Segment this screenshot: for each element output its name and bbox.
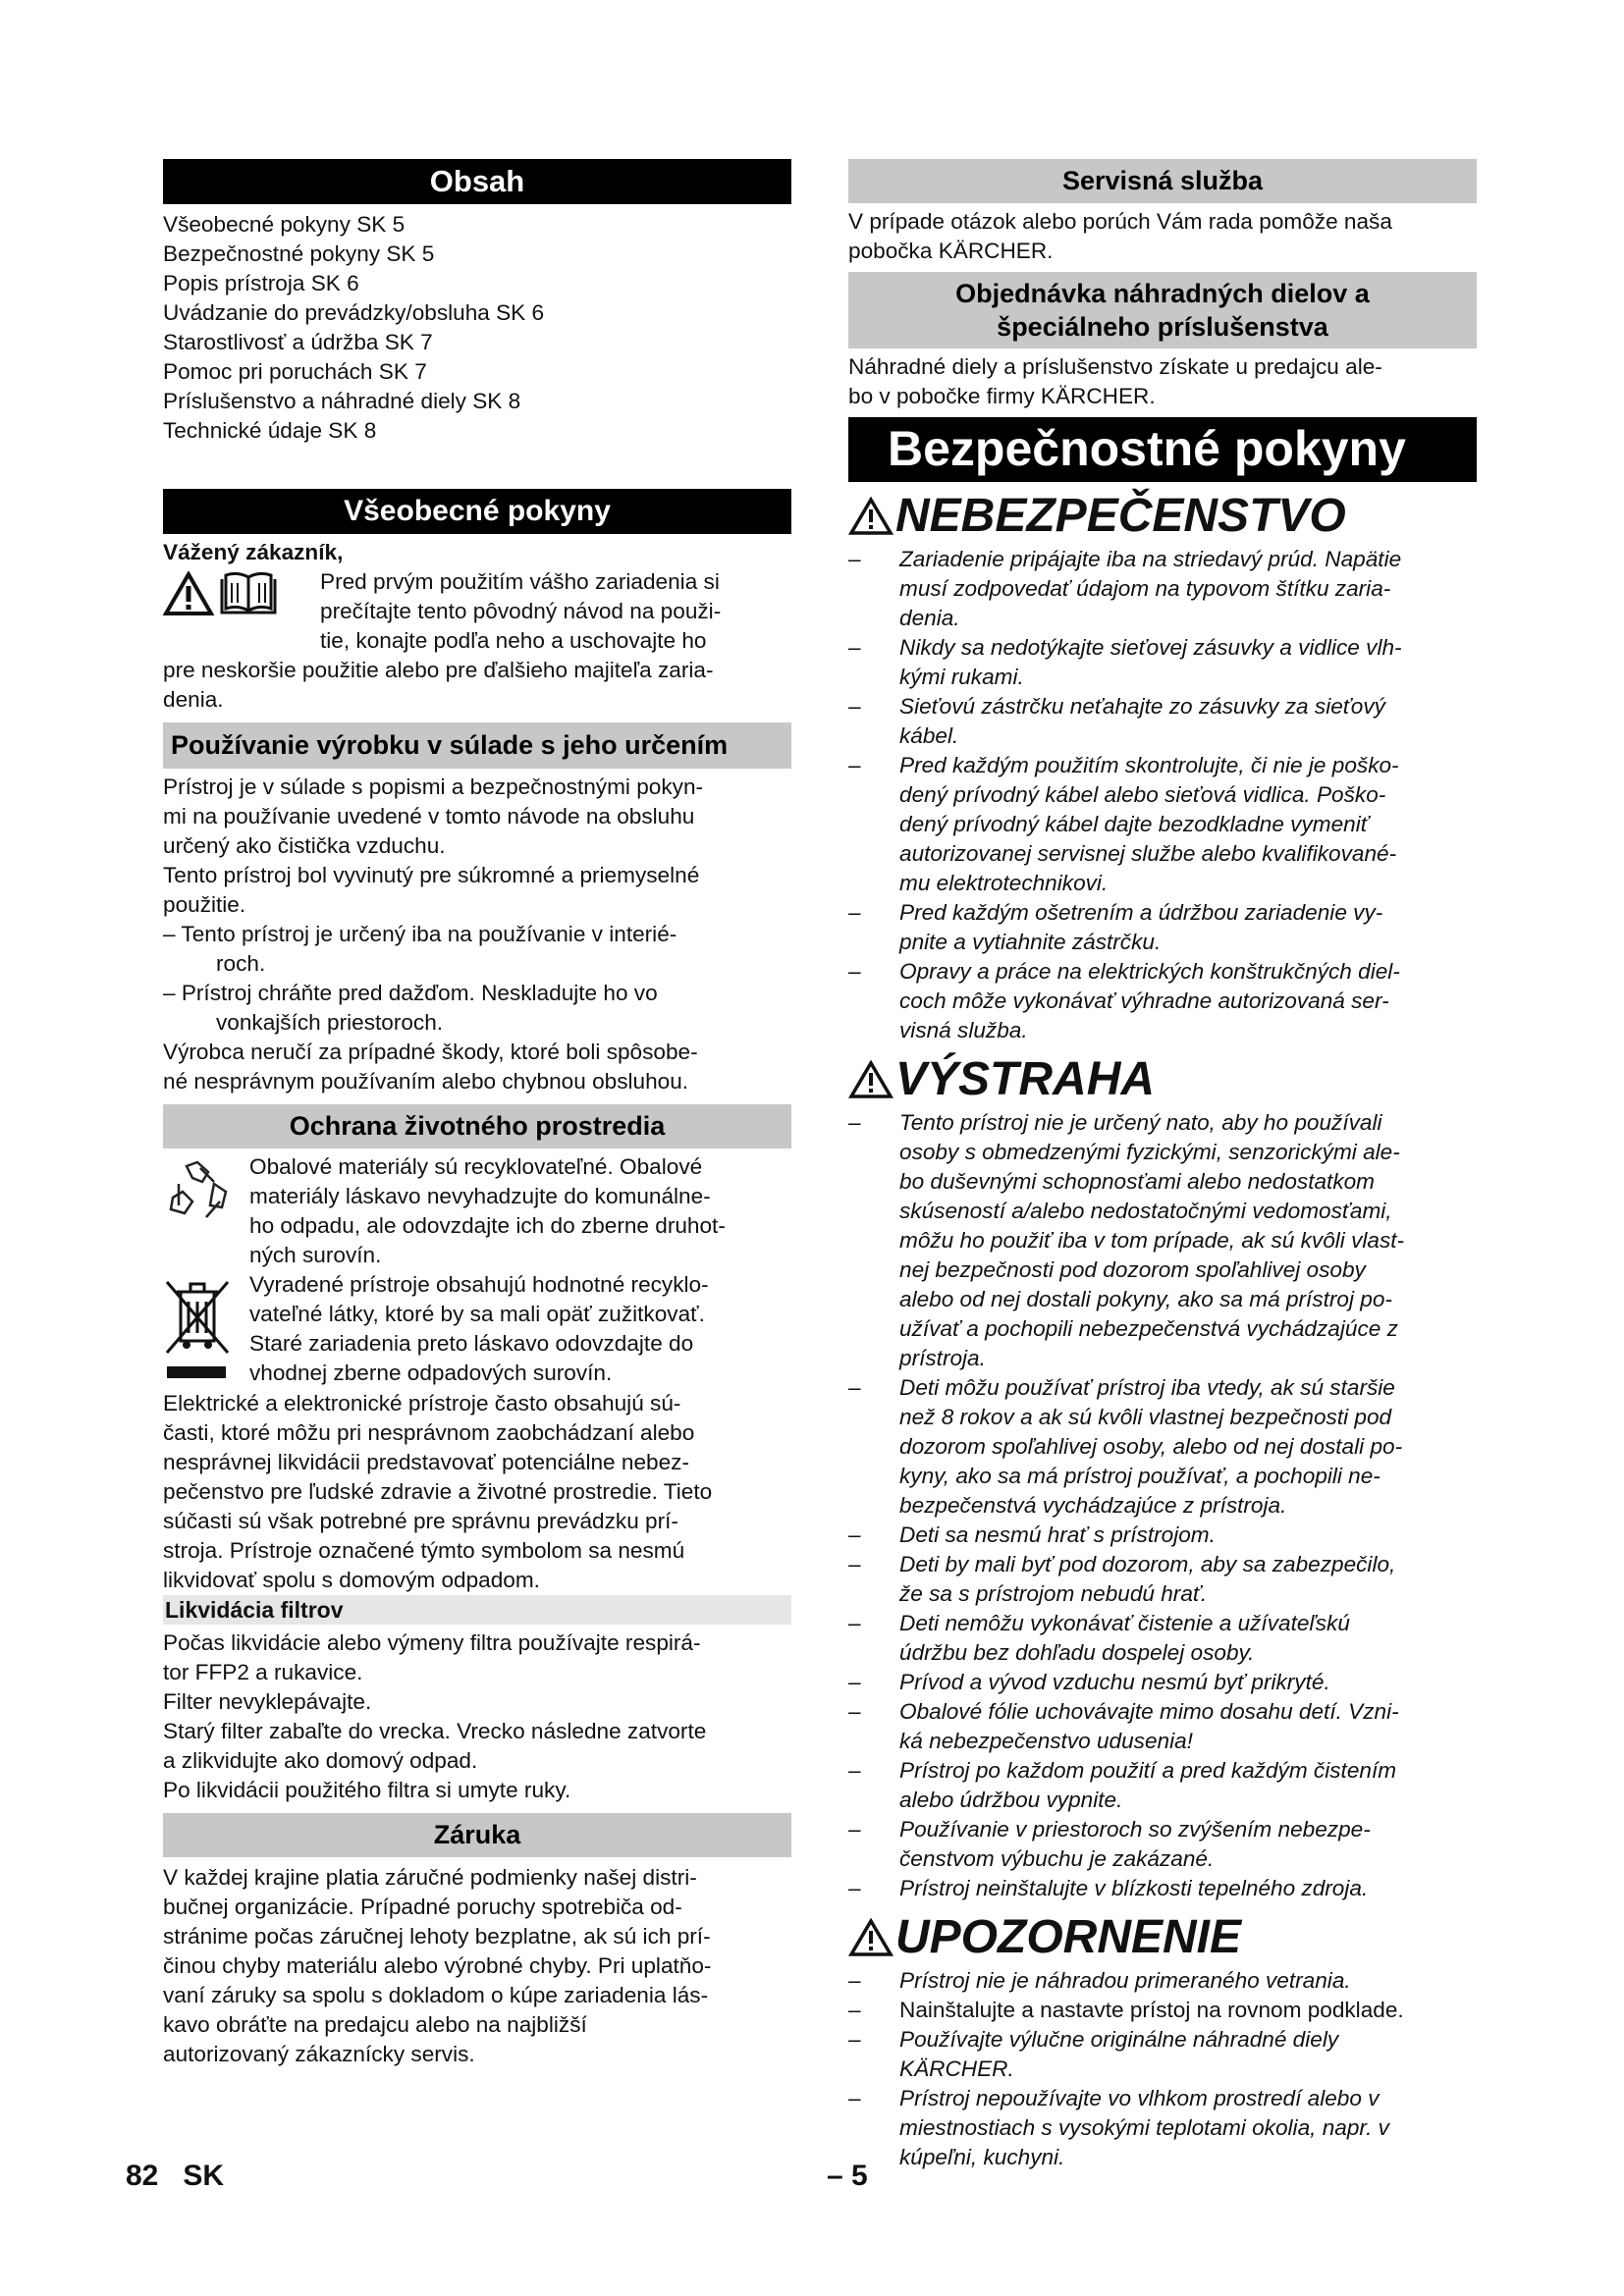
- list-dash: –: [848, 959, 861, 984]
- env-text: stroja. Prístroje označené týmto symbolom sa nesmú: [163, 1538, 685, 1563]
- list-dash: –: [848, 1522, 861, 1547]
- list-item-line: Opravy a práce na elektrických konštrukčných diel-: [899, 959, 1400, 984]
- safety-list-item: [848, 751, 1477, 898]
- general-section-title: Všeobecné pokyny: [163, 489, 791, 534]
- list-item-line: Tento prístroj nie je určený nato, aby ho používali: [899, 1110, 1382, 1135]
- service-title: Servisná služba: [848, 159, 1477, 203]
- use-list-item-cont: vonkajších priestoroch.: [216, 1010, 444, 1035]
- toc-item[interactable]: Starostlivosť a údržba SK 7: [163, 330, 433, 354]
- list-item-line: skúseností a/alebo nedostatočnými vedomosťami,: [899, 1199, 1392, 1223]
- safety-list-item: [848, 1668, 1477, 1697]
- safety-list-item: [848, 1815, 1477, 1874]
- list-item-line: pnite a vytiahnite zástrčku.: [899, 930, 1162, 954]
- list-dash: –: [848, 1817, 861, 1842]
- recycle-icon: [163, 1158, 232, 1227]
- list-item-line: Obalové fólie uchovávajte mimo dosahu detí. Vzni-: [899, 1699, 1399, 1724]
- list-item-line: alebo od nej dostali pokyny, ako sa má prístroj po-: [899, 1287, 1392, 1311]
- list-dash: –: [848, 635, 861, 660]
- safety-list-item: [848, 1874, 1477, 1903]
- warranty-text: vaní záruky sa spolu s dokladom o kúpe zariadenia lás-: [163, 1983, 709, 2007]
- filter-text: tor FFP2 a rukavice.: [163, 1660, 363, 1684]
- list-item-line: KÄRCHER.: [899, 2056, 1014, 2081]
- filter-text: Filter nevyklepávajte.: [163, 1689, 372, 1714]
- filter-text: a zlikvidujte ako domový odpad.: [163, 1748, 478, 1773]
- list-item-line: osoby s obmedzenými fyzickými, senzorickými ale-: [899, 1140, 1400, 1164]
- recycle-text: ných surovín.: [249, 1243, 382, 1267]
- list-item-line: dený prívodný kábel dajte bezodkladne vymeniť: [899, 812, 1369, 836]
- list-item-line: Deti môžu používať prístroj iba vtedy, ak sú staršie: [899, 1375, 1395, 1400]
- intro-line: pre neskoršie použitie alebo pre ďalšieho majiteľa zaria-: [163, 658, 714, 682]
- list-item-line: kyny, ako sa má prístroj používať, a pochopili ne-: [899, 1464, 1380, 1488]
- use-text: né nesprávnym používaním alebo chybnou obsluhou.: [163, 1069, 689, 1094]
- env-text: Elektrické a elektronické prístroje často obsahujú sú-: [163, 1391, 681, 1415]
- safety-section-title: Bezpečnostné pokyny: [848, 417, 1477, 482]
- safety-list-item: [848, 1550, 1477, 1609]
- safety-list-item: [848, 2084, 1477, 2172]
- safety-list-item: [848, 692, 1477, 751]
- list-dash: –: [848, 547, 861, 571]
- list-item-line: Prístroj nepoužívajte vo vlhkom prostredí alebo v: [899, 2086, 1380, 2110]
- intro-line: tie, konajte podľa neho a uschovajte ho: [320, 628, 707, 653]
- caution-list: [848, 1966, 1477, 2172]
- use-text: určený ako čistička vzduchu.: [163, 833, 446, 858]
- weee-text: vhodnej zberne odpadových surovín.: [249, 1361, 613, 1385]
- caution-title: UPOZORNENIE: [895, 1911, 1242, 1963]
- filter-text: Počas likvidácie alebo výmeny filtra používajte respirá-: [163, 1630, 701, 1655]
- safety-list-item: [848, 1697, 1477, 1756]
- list-item-line: užívať a pochopili nebezpečenstvá vychádzajúce z: [899, 1316, 1398, 1341]
- list-item-line: Používanie v priestoroch so zvýšením nebezpe-: [899, 1817, 1371, 1842]
- list-item-line: než 8 rokov a ak sú kvôli vlastnej bezpečnosti pod: [899, 1405, 1392, 1429]
- safety-list-item: [848, 2025, 1477, 2084]
- read-manual-book-icon: [218, 571, 279, 616]
- list-item-line: Pred každým použitím skontrolujte, či nie je poško-: [899, 753, 1399, 777]
- use-list-item: – Tento prístroj je určený iba na používanie v interié-: [163, 922, 677, 946]
- list-item-line: mu elektrotechnikovi.: [899, 871, 1109, 895]
- list-dash: –: [848, 1110, 861, 1135]
- list-item-line: dozorom spoľahlivej osoby, alebo od nej dostali po-: [899, 1434, 1403, 1459]
- list-item-line: ká nebezpečenstvo udusenia!: [899, 1729, 1193, 1753]
- list-dash: –: [848, 1552, 861, 1576]
- right-column: [848, 159, 1477, 2172]
- list-item-line: Deti by mali byť pod dozorom, aby sa zabezpečilo,: [899, 1552, 1396, 1576]
- list-item-line: čenstvom výbuchu je zakázané.: [899, 1846, 1215, 1871]
- use-text: Tento prístroj bol vyvinutý pre súkromné a priemyselné: [163, 863, 700, 887]
- order-text: bo v pobočke firmy KÄRCHER.: [848, 384, 1156, 408]
- safety-list-item: [848, 1373, 1477, 1521]
- weee-text: Vyradené prístroje obsahujú hodnotné recyklo-: [249, 1272, 709, 1297]
- use-list-item-cont: roch.: [216, 951, 266, 976]
- safety-list-item: [848, 957, 1477, 1045]
- env-text: nesprávnej likvidácii predstavovať potenciálne nebez-: [163, 1450, 689, 1474]
- env-text: likvidovať spolu s domovým odpadom.: [163, 1568, 540, 1592]
- service-text: pobočka KÄRCHER.: [848, 239, 1054, 263]
- warning-triangle-icon: [848, 1060, 893, 1099]
- page-mark: – 5: [827, 2160, 868, 2192]
- list-dash: –: [848, 900, 861, 925]
- language-code: SK: [183, 2160, 225, 2192]
- list-item-line: Zariadenie pripájajte iba na striedavý prúd. Napätie: [899, 547, 1402, 571]
- filter-text: Starý filter zabaľte do vrecka. Vrecko následne zatvorte: [163, 1719, 707, 1743]
- danger-title: NEBEZPEČENSTVO: [895, 490, 1346, 542]
- list-item-line: môžu ho použiť iba v tom prípade, ak sú kvôli vlast-: [899, 1228, 1405, 1253]
- list-item-line: coch môže vykonávať výhradne autorizovaná ser-: [899, 988, 1389, 1013]
- list-item-line: Nainštalujte a nastavte prístoj na rovnom podklade.: [899, 1998, 1404, 2022]
- list-dash: –: [848, 1611, 861, 1635]
- toc-list: [163, 210, 791, 446]
- warning-heading: [848, 1051, 1477, 1108]
- order-text: Náhradné diely a príslušenstvo získate u predajcu ale-: [848, 354, 1382, 379]
- list-item-line: údržbu bez dohľadu dospelej osoby.: [899, 1640, 1255, 1665]
- crossed-out-bin-icon: [163, 1274, 232, 1384]
- list-item-line: miestnostiach s vysokými teplotami okolia, napr. v: [899, 2115, 1389, 2140]
- toc-title: Obsah: [163, 159, 791, 204]
- list-dash: –: [848, 1968, 861, 1993]
- toc-item[interactable]: Uvádzanie do prevádzky/obsluha SK 6: [163, 300, 545, 325]
- caution-heading: [848, 1909, 1477, 1966]
- use-text: Prístroj je v súlade s popismi a bezpečnostnými pokyn-: [163, 774, 704, 799]
- toc-item[interactable]: Bezpečnostné pokyny SK 5: [163, 241, 435, 266]
- list-item-line: Prístroj neinštalujte v blízkosti tepelného zdroja.: [899, 1876, 1369, 1900]
- env-text: súčasti sú však potrebné pre správnu prevádzku prí-: [163, 1509, 678, 1533]
- left-column: [163, 159, 791, 2069]
- safety-list-item: [848, 1966, 1477, 1996]
- recycle-text: Obalové materiály sú recyklovateľné. Obalové: [249, 1154, 703, 1179]
- list-item-line: Pred každým ošetrením a údržbou zariadenie vy-: [899, 900, 1383, 925]
- safety-list-item: [848, 898, 1477, 957]
- intro-line: Pred prvým použitím vášho zariadenia si: [320, 569, 720, 594]
- safety-list-item: [848, 1609, 1477, 1668]
- weee-text: Staré zariadenia preto láskavo odovzdajte do: [249, 1331, 694, 1356]
- danger-list: [848, 545, 1477, 1045]
- warning-title: VÝSTRAHA: [895, 1053, 1156, 1105]
- list-item-line: nej bezpečnosti pod dozorom spoľahlivej osoby: [899, 1257, 1366, 1282]
- list-dash: –: [848, 694, 861, 719]
- list-item-line: Prístroj po každom použití a pred každým čistením: [899, 1758, 1397, 1783]
- warranty-text: bučnej organizácie. Prípadné poruchy spotrebiča od-: [163, 1895, 682, 1919]
- toc-item[interactable]: Pomoc pri poruchách SK 7: [163, 359, 427, 384]
- list-item-line: visná služba.: [899, 1018, 1028, 1042]
- list-dash: –: [848, 2027, 861, 2052]
- use-text: Výrobca neručí za prípadné škody, ktoré boli spôsobe-: [163, 1040, 698, 1064]
- toc-item[interactable]: Popis prístroja SK 6: [163, 271, 359, 295]
- list-item-line: kúpeľni, kuchyni.: [899, 2145, 1065, 2169]
- use-text: mi na používanie uvedené v tomto návode na obsluhu: [163, 804, 695, 828]
- order-title-line: Objednávka náhradných dielov a: [955, 279, 1370, 308]
- list-item-line: musí zodpovedať údajom na typovom štítku zaria-: [899, 576, 1391, 601]
- list-item-line: alebo údržbou vypnite.: [899, 1788, 1123, 1812]
- intro-line: prečítajte tento pôvodný návod na použi-: [320, 599, 722, 623]
- order-parts-title: [848, 272, 1477, 348]
- list-item-line: denia.: [899, 606, 960, 630]
- list-item-line: Nikdy sa nedotýkajte sieťovej zásuvky a vidlice vlh-: [899, 635, 1402, 660]
- list-dash: –: [848, 1876, 861, 1900]
- warning-list: [848, 1108, 1477, 1903]
- read-manual-block: [163, 567, 791, 656]
- page-number: 82: [126, 2160, 159, 2192]
- warranty-text: V každej krajine platia záručné podmienky našej distri-: [163, 1865, 697, 1890]
- dear-customer: Vážený zákazník,: [163, 540, 344, 564]
- list-dash: –: [848, 1670, 861, 1694]
- warranty-title: Záruka: [163, 1813, 791, 1857]
- list-dash: –: [848, 1375, 861, 1400]
- list-item-line: prístroja.: [899, 1346, 986, 1370]
- service-text: V prípade otázok alebo porúch Vám rada pomôže naša: [848, 209, 1392, 234]
- list-item-line: Používajte výlučne originálne náhradné diely: [899, 2027, 1339, 2052]
- list-item-line: bo duševnými schopnosťami alebo nedostatkom: [899, 1169, 1376, 1194]
- safety-list-item: [848, 1108, 1477, 1373]
- warranty-text: kavo obráťte na predajcu alebo na najbližší: [163, 2012, 587, 2037]
- list-item-line: Deti nemôžu vykonávať čistenie a užívateľskú: [899, 1611, 1350, 1635]
- list-item-line: kými rukami.: [899, 665, 1024, 689]
- page-footer-left: [126, 2160, 224, 2193]
- list-dash: –: [848, 1758, 861, 1783]
- toc-item[interactable]: Všeobecné pokyny SK 5: [163, 212, 406, 237]
- safety-list-item: [848, 1756, 1477, 1815]
- list-item-line: Deti sa nesmú hrať s prístrojom.: [899, 1522, 1216, 1547]
- use-list-item: – Prístroj chráňte pred dažďom. Neskladujte ho vo: [163, 981, 658, 1005]
- recycle-text: materiály láskavo nevyhadzujte do komunálne-: [249, 1184, 711, 1208]
- warranty-text: stránime počas záručnej lehoty bezplatne, ak sú ich prí-: [163, 1924, 711, 1949]
- warranty-text: činou chyby materiálu alebo výrobné chyby. Pri uplatňo-: [163, 1953, 712, 1978]
- warning-triangle-icon: [848, 1918, 893, 1957]
- filter-text: Po likvidácii použitého filtra si umyte ruky.: [163, 1778, 571, 1802]
- safety-list-item: [848, 545, 1477, 633]
- danger-heading: [848, 488, 1477, 545]
- warranty-text: autorizovaný zákaznícky servis.: [163, 2042, 475, 2066]
- env-text: časti, ktoré môžu pri nesprávnom zaobchádzaní alebo: [163, 1420, 695, 1445]
- warning-triangle-icon: [848, 497, 893, 536]
- list-item-line: Prístroj nie je náhradou primeraného vetrania.: [899, 1968, 1351, 1993]
- safety-list-item: [848, 1996, 1477, 2025]
- intro-line: denia.: [163, 687, 224, 712]
- safety-list-item: [848, 1521, 1477, 1550]
- safety-list-item: [848, 633, 1477, 692]
- list-item-line: Sieťovú zástrčku neťahajte zo zásuvky za sieťový: [899, 694, 1385, 719]
- order-title-line: špeciálneho príslušenstva: [997, 312, 1328, 342]
- env-text: pečenstvo pre ľudské zdravie a životné prostredie. Tieto: [163, 1479, 713, 1504]
- weee-block: [163, 1270, 791, 1389]
- warning-triangle-icon: [163, 571, 214, 616]
- recycle-text: ho odpadu, ale odovzdajte ich do zberne druhot-: [249, 1213, 726, 1238]
- intended-use-title: Používanie výrobku v súlade s jeho určením: [163, 722, 791, 769]
- list-item-line: dený prívodný kábel alebo sieťová vidlica. Poško-: [899, 782, 1386, 807]
- list-item-line: že sa s prístrojom nebudú hrať.: [899, 1581, 1208, 1606]
- list-item-line: autorizovanej servisnej službe alebo kvalifikované-: [899, 841, 1397, 866]
- toc-item[interactable]: Príslušenstvo a náhradné diely SK 8: [163, 389, 521, 413]
- recycle-block: [163, 1152, 791, 1270]
- list-dash: –: [848, 2086, 861, 2110]
- weee-text: vateľné látky, ktoré by sa mali opäť zužitkovať.: [249, 1302, 705, 1326]
- list-item-line: kábel.: [899, 723, 959, 748]
- filter-disposal-title: Likvidácia filtrov: [163, 1595, 791, 1625]
- toc-item[interactable]: Technické údaje SK 8: [163, 418, 377, 443]
- list-item-line: Prívod a vývod vzduchu nesmú byť prikryté.: [899, 1670, 1330, 1694]
- list-dash: –: [848, 753, 861, 777]
- list-item-line: bezpečenstvá vychádzajúce z prístroja.: [899, 1493, 1287, 1518]
- environment-title: Ochrana životného prostredia: [163, 1104, 791, 1148]
- use-text: použitie.: [163, 892, 246, 917]
- manual-icons: [163, 567, 320, 656]
- list-dash: –: [848, 1998, 861, 2022]
- list-dash: –: [848, 1699, 861, 1724]
